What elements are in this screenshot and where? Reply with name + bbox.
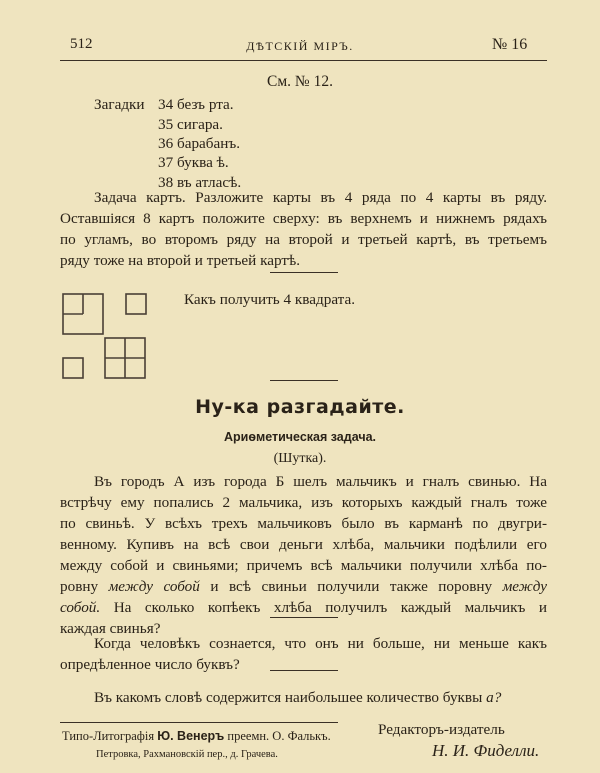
section-separator (270, 380, 338, 381)
answers-label: Загадки (94, 96, 145, 113)
answer-item: 36 барабанъ. (158, 135, 241, 152)
journal-title: ДѢТСКІЙ МІРЪ. (246, 39, 354, 53)
header-rule (60, 60, 547, 61)
answers-heading: См. № 12. (267, 73, 333, 90)
answer-item: 34 безъ рта. (158, 96, 234, 113)
text-line: по свиньѣ. У всѣхъ трехъ мальчиковъ было въ карманѣ по двугри- (60, 515, 547, 532)
text-line: встрѣчу ему попались 2 мальчика, изъ которыхъ каждый гналъ тоже (60, 494, 547, 511)
text-fragment: Въ какомъ словѣ содержится наибольшее количество буквы (94, 689, 483, 706)
italic-fragment: между (502, 578, 548, 595)
text-line: венному. Купивъ на всѣ свои деньги хлѣба, мальчики подѣлили его (60, 536, 547, 553)
card-task-paragraph (60, 187, 547, 271)
section-separator (270, 670, 338, 671)
text-fragment: На сколько копѣекъ хлѣба получилъ каждый мальчикъ и (113, 599, 548, 616)
editor-label: Редакторъ-издатель (378, 721, 505, 738)
text-line: Въ городъ А изъ города Б шелъ мальчикъ и гналъ свинью. На (94, 473, 547, 490)
squares-caption: Какъ получить 4 квадрата. (184, 291, 356, 308)
puzzles-note: (Шутка). (273, 451, 327, 466)
section-separator (270, 617, 338, 618)
italic-fragment: между собой (108, 578, 200, 595)
text-line: по угламъ, во второмъ ряду на второй и третьей картѣ, въ третьемъ (60, 231, 547, 248)
text-fragment: и всѣ свиньи получили также поровну (210, 578, 493, 595)
text-line: ряду тоже на второй и третьей картѣ. (60, 252, 301, 269)
text-line: каждая свинья? (60, 620, 161, 637)
answer-item: 38 въ атласѣ. (158, 174, 242, 191)
italic-fragment: собой. (60, 599, 101, 616)
text-line (60, 597, 547, 618)
text-fragment: преемн. О. Фалькъ. (227, 729, 331, 743)
editor-signature: Н. И. Фиделли. (432, 741, 540, 760)
answer-item: 37 буква ѣ. (158, 154, 229, 171)
text-line: Оставшіяся 8 картъ положите сверху: въ верхнемъ и нижнемъ рядахъ (60, 210, 547, 227)
issue-number: № 16 (492, 36, 528, 53)
printer-address: Петровка, Рахмановскій пер., д. Грачева. (96, 749, 278, 760)
arith-paragraph (60, 471, 547, 639)
question-2 (60, 633, 547, 675)
text-line (60, 576, 547, 597)
section-separator (270, 272, 338, 273)
footer-rule (60, 722, 338, 723)
squares-figure (58, 290, 153, 382)
text-line: Когда человѣкъ сознается, что онъ ни больше, ни меньше какъ (94, 635, 547, 652)
puzzles-subtitle: Ариѳметическая задача. (223, 430, 377, 444)
puzzles-title: Ну-ка разгадайте. (195, 396, 405, 418)
text-line: Задача картъ. Разложите карты въ 4 ряда по 4 карты въ ряду. (94, 189, 547, 206)
text-fragment: Типо-Литографія (62, 729, 155, 743)
text-fragment: ровну (60, 578, 99, 595)
matchstick-squares-icon (58, 290, 153, 382)
printer-name: Ю. Венеръ (157, 729, 225, 743)
question-3 (94, 689, 501, 707)
text-line: между собой и свиньями; причемъ всѣ мальчики получили хлѣба по- (60, 557, 547, 574)
text-line: опредѣленное число буквъ? (60, 656, 240, 673)
page-number: 512 (70, 36, 93, 52)
printer-line (62, 729, 331, 744)
answer-item: 35 сигара. (158, 116, 223, 133)
italic-fragment: а? (486, 689, 502, 706)
